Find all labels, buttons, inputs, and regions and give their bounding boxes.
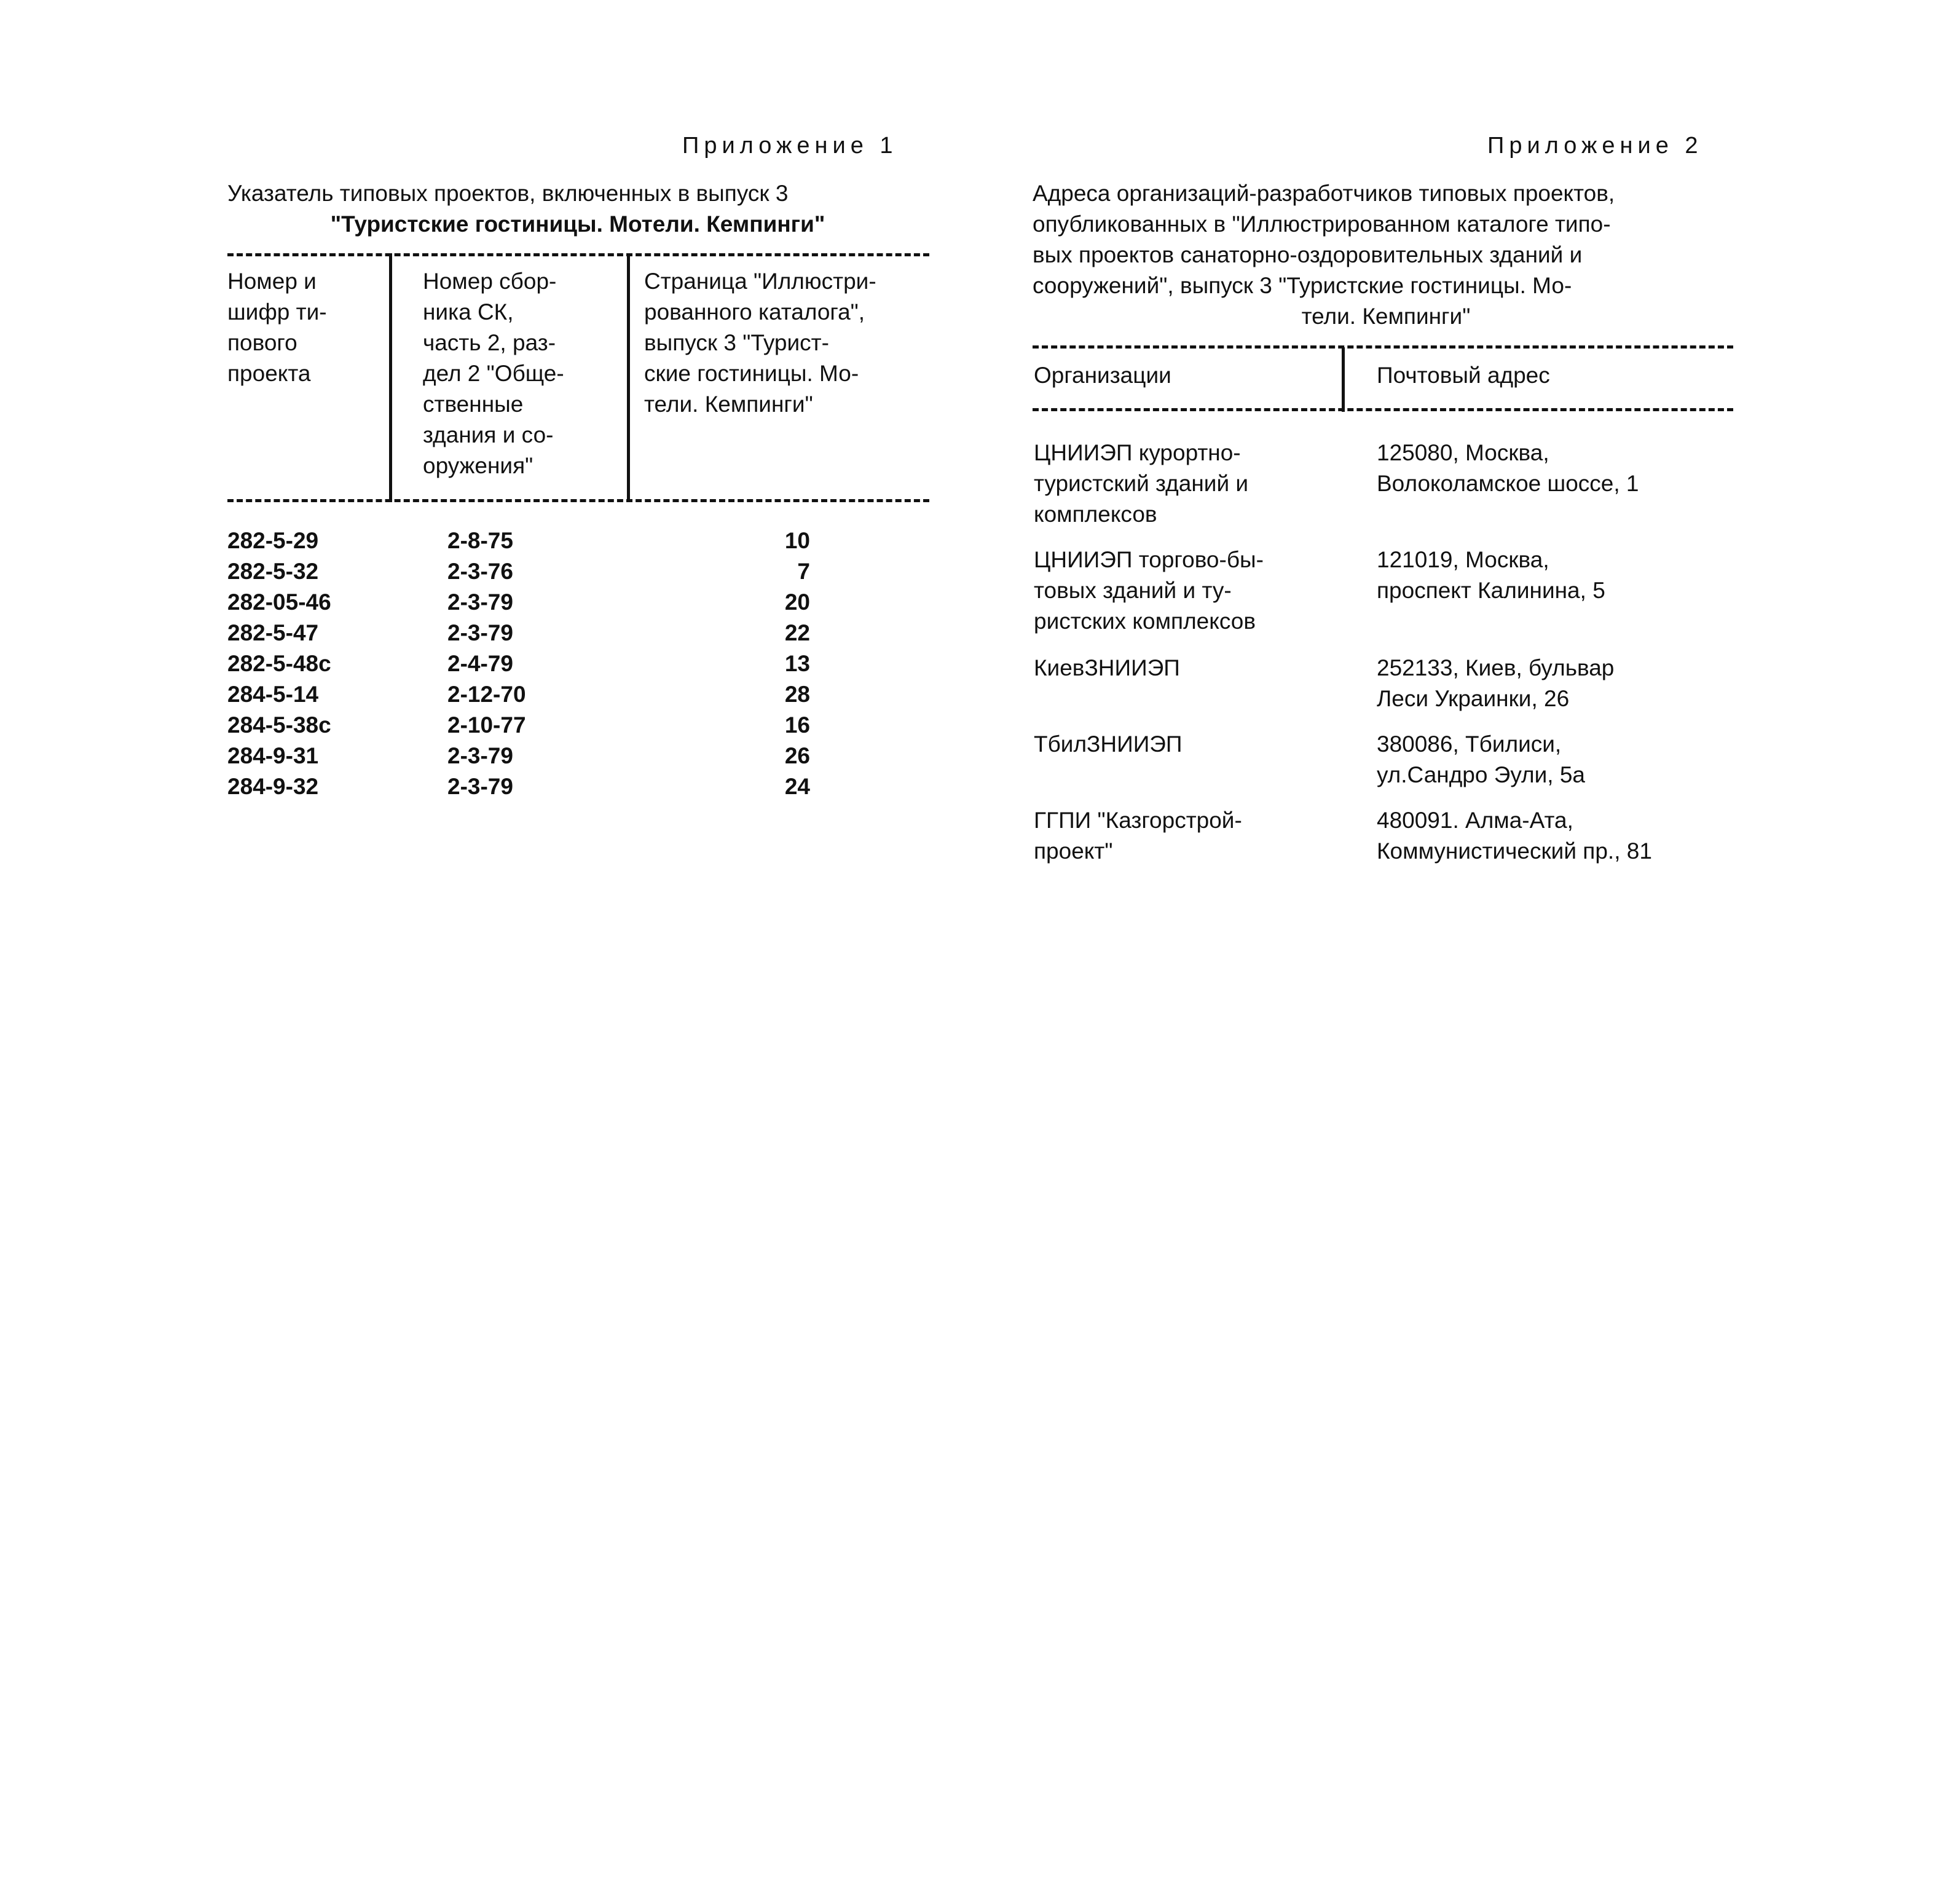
catalog-page: 13 <box>784 651 810 676</box>
collection-number: 2-3-79 <box>447 743 513 768</box>
organization-name: КиевЗНИИЭП <box>1034 655 1180 680</box>
catalog-page: 28 <box>784 682 810 707</box>
collection-number: 2-3-79 <box>447 774 513 799</box>
postal-address: 480091. Алма-Ата, Коммунистический пр., 81 <box>1377 808 1652 864</box>
project-number: 282-5-32 <box>227 559 319 584</box>
organization-name: ЦНИИЭП курортно- туристский зданий и комплексов <box>1034 440 1249 527</box>
project-number: 284-5-14 <box>227 682 319 707</box>
catalog-page: 10 <box>784 528 810 553</box>
table-1-header-project-number: Номер и шифр ти- пового проекта <box>227 269 327 386</box>
postal-address: 121019, Москва, проспект Калинина, 5 <box>1377 547 1605 603</box>
table-1-header-collection: Номер сбор- ника СК, часть 2, раз- дел 2 "Обще- ственные здания и со- оружения" <box>423 269 564 478</box>
project-number: 284-9-31 <box>227 743 319 768</box>
catalog-page: 16 <box>784 712 810 738</box>
appendix-1-caption-line2: "Туристские гостиницы. Мотели. Кемпинги" <box>330 211 825 237</box>
table-2-col-divider <box>1342 347 1345 412</box>
postal-address: 125080, Москва, Волоколамское шоссе, 1 <box>1377 440 1639 496</box>
table-1-header-rule <box>227 499 929 502</box>
collection-number: 2-8-75 <box>447 528 513 553</box>
organization-name: ЦНИИЭП торгово-бы- товых зданий и ту- ристских комплексов <box>1034 547 1264 634</box>
catalog-page: 26 <box>784 743 810 768</box>
organization-name: ГГПИ "Казгорстрой- проект" <box>1034 808 1242 864</box>
table-1-top-rule <box>227 253 929 256</box>
project-number: 282-05-46 <box>227 589 331 615</box>
organization-name: ТбилЗНИИЭП <box>1034 731 1183 757</box>
appendix-1-label: Приложение 1 <box>682 133 898 159</box>
project-number: 282-5-48с <box>227 651 331 676</box>
catalog-page: 24 <box>784 774 810 799</box>
table-1-col-divider-1 <box>389 253 392 502</box>
table-1-col-divider-2 <box>627 253 630 502</box>
collection-number: 2-12-70 <box>447 682 526 707</box>
catalog-page: 22 <box>784 620 810 645</box>
project-number: 282-5-47 <box>227 620 319 645</box>
project-number: 284-9-32 <box>227 774 319 799</box>
table-2-top-rule <box>1033 345 1733 349</box>
collection-number: 2-10-77 <box>447 712 526 738</box>
catalog-page: 20 <box>784 589 810 615</box>
collection-number: 2-3-79 <box>447 620 513 645</box>
table-2-header-organizations: Организации <box>1034 363 1171 388</box>
postal-address: 252133, Киев, бульвар Леси Украинки, 26 <box>1377 655 1615 711</box>
collection-number: 2-4-79 <box>447 651 513 676</box>
table-2-header-rule <box>1033 408 1733 411</box>
appendix-2-label: Приложение 2 <box>1487 133 1703 159</box>
appendix-1-caption-line1: Указатель типовых проектов, включенных в выпуск 3 <box>227 181 789 206</box>
postal-address: 380086, Тбилиси, ул.Сандро Эули, 5а <box>1377 731 1585 787</box>
collection-number: 2-3-76 <box>447 559 513 584</box>
collection-number: 2-3-79 <box>447 589 513 615</box>
appendix-2-caption: Адреса организаций-разработчиков типовых проектов, опубликованных в "Иллюстрированном каталоге типо- вых проектов санаторно-оздоровительных зданий и сооружений", выпуск 3 "Туристские гостиницы. Мо- <box>1033 181 1615 298</box>
table-2-header-postal-address: Почтовый адрес <box>1377 363 1550 388</box>
project-number: 282-5-29 <box>227 528 319 553</box>
table-1-header-catalog-page: Страница "Иллюстри- рованного каталога", выпуск 3 "Турист- ские гостиницы. Мо- тели. Кемпинги" <box>644 269 876 417</box>
project-number: 284-5-38с <box>227 712 331 738</box>
catalog-page: 7 <box>797 559 810 584</box>
appendix-2-caption-last-line: тели. Кемпинги" <box>1301 304 1471 329</box>
